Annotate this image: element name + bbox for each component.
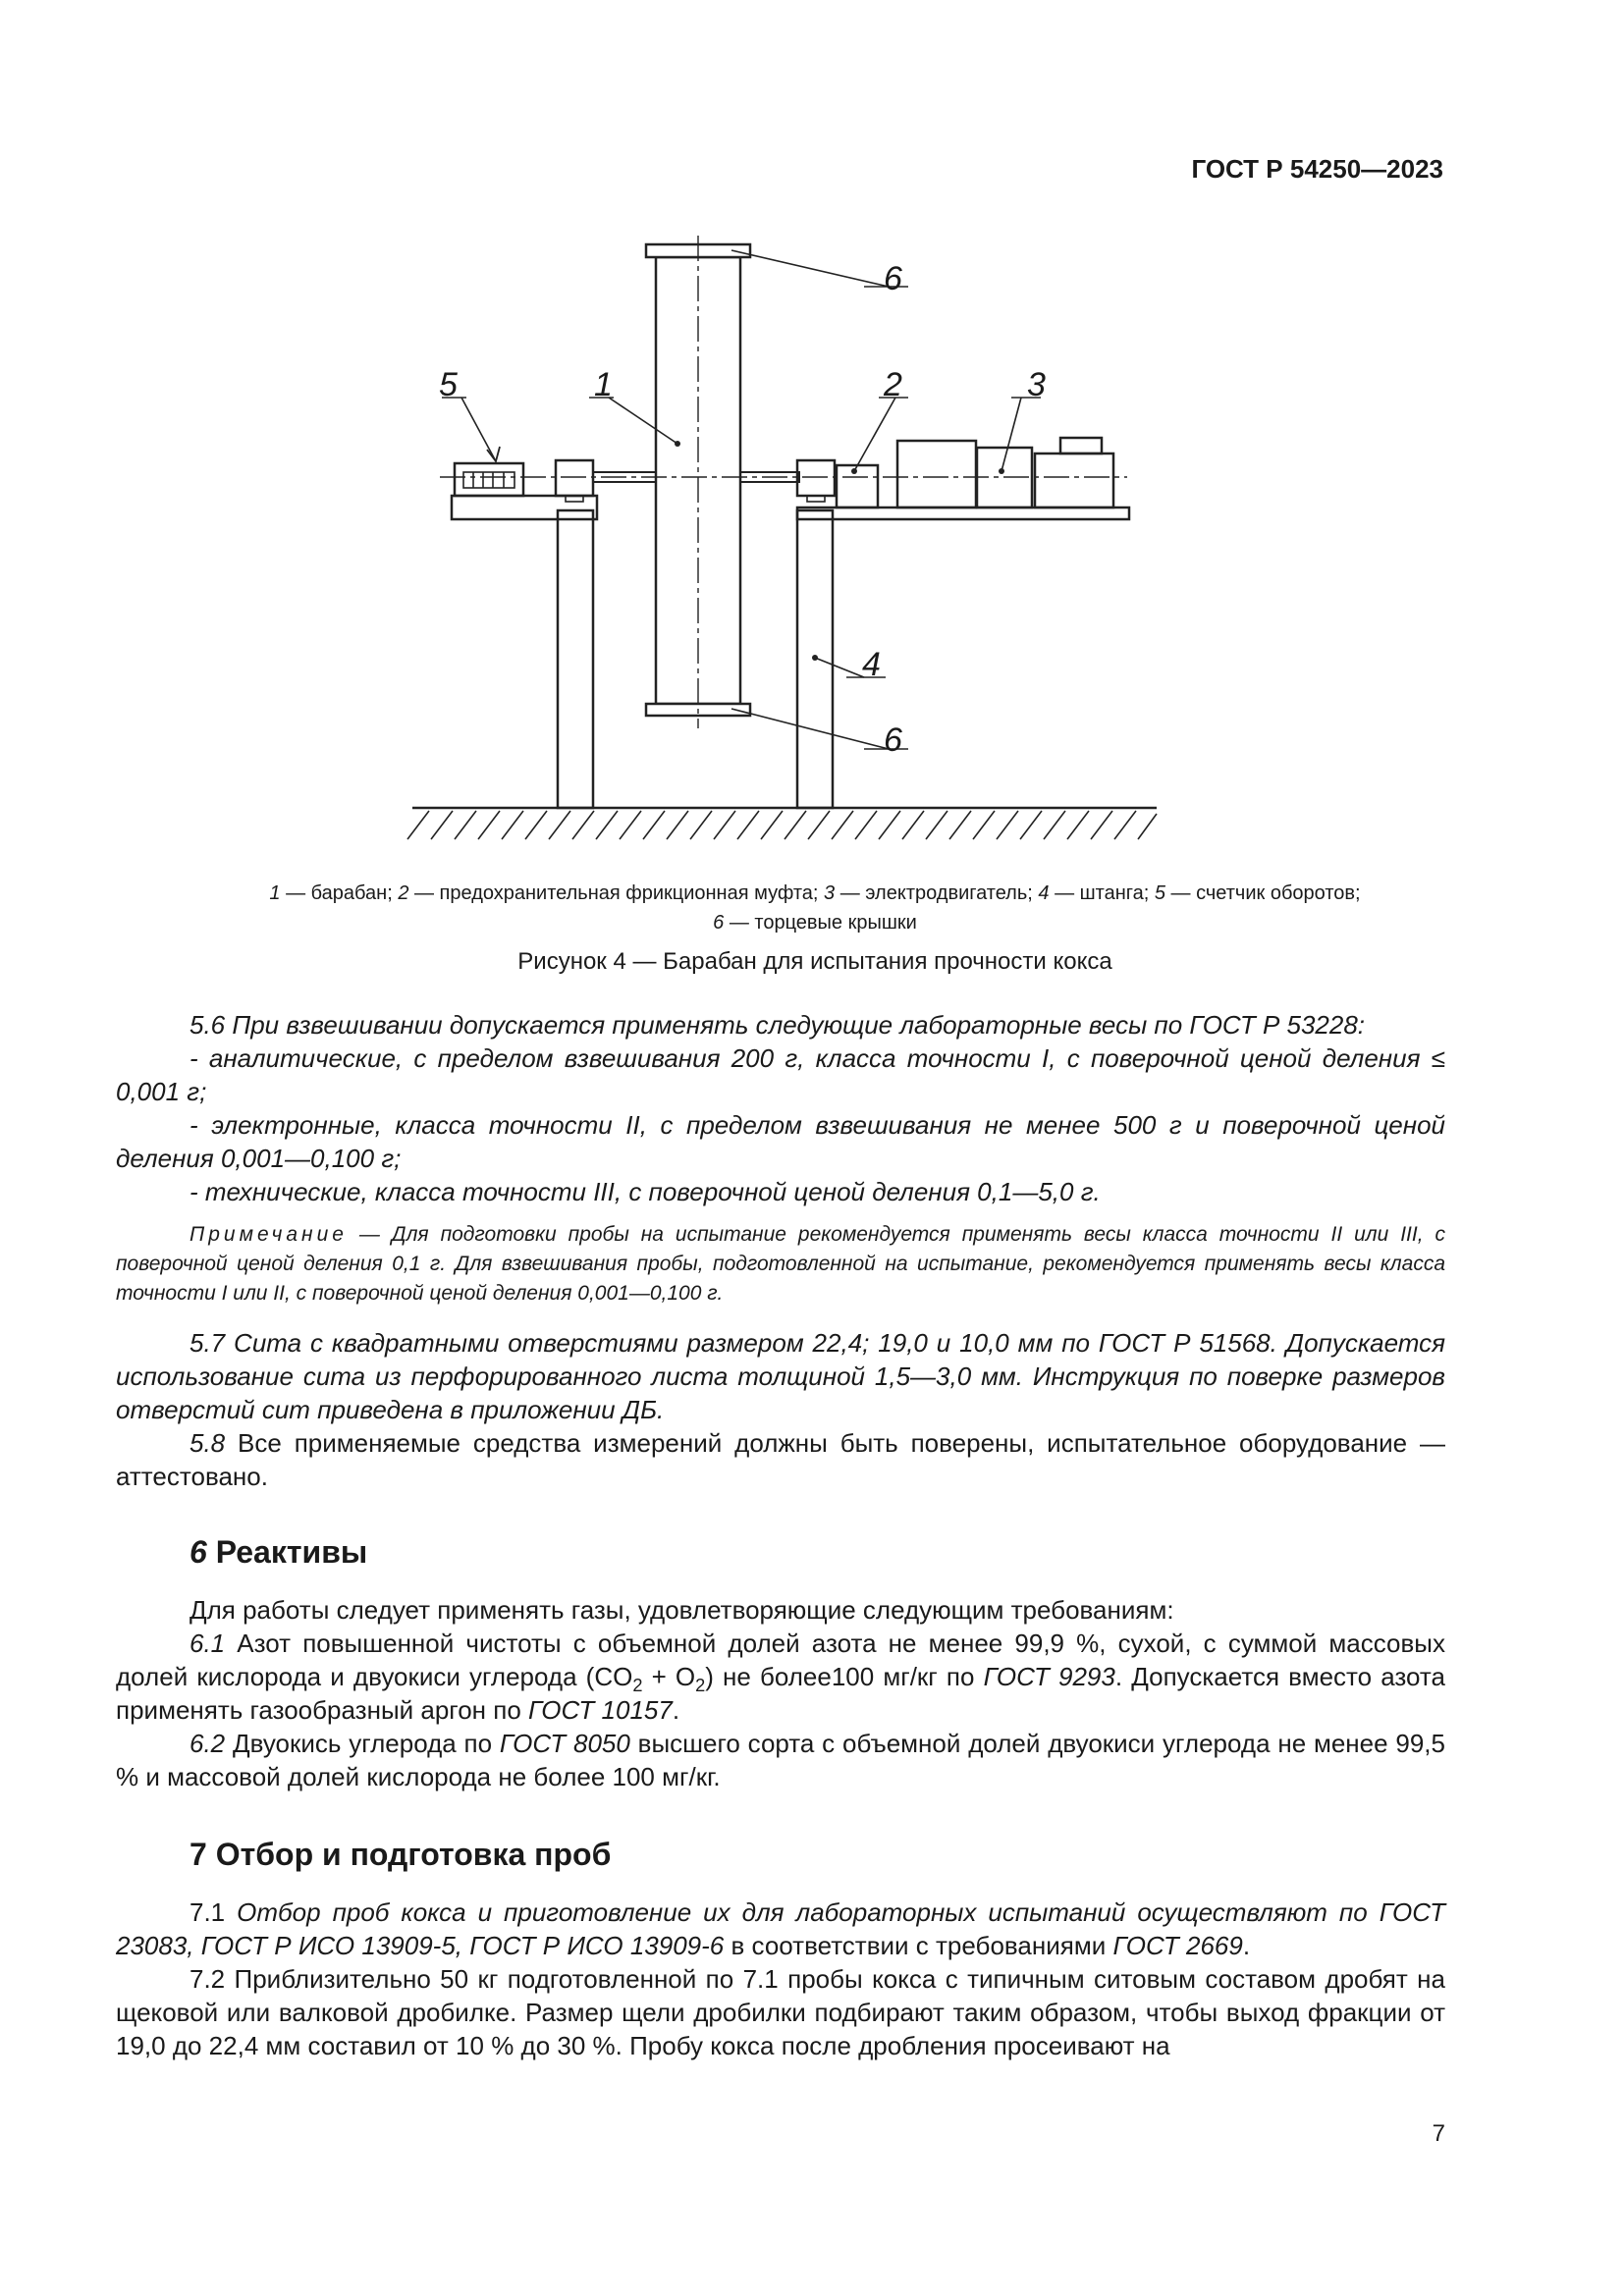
drum-figure [393,221,1168,869]
label-6-bottom: 6 [884,721,902,759]
paragraph-5-7: 5.7 Сита с квадратными отверстиями размером 22,4; 19,0 и 10,0 мм по ГОСТ Р 51568. Допускается использование сита из перфорированного листа толщиной 1,5—3,0 мм. Инструкция по поверке размеров отверстий сит приведена в приложении ДБ. [116,1328,1445,1424]
section-6-heading: 6 Реактивы [189,1534,368,1570]
left-bearing [556,460,593,496]
section-7-heading: 7 Отбор и подготовка проб [189,1837,612,1872]
label-1: 1 [594,366,613,403]
list-item-electronic: - электронные, класса точности II, с пределом взвешивания не менее 500 г и поверочной ценой деления 0,001—0,100 г; [116,1110,1445,1173]
paragraph-7-1: 7.1 Отбор проб кокса и приготовление их для лабораторных испытаний осуществляют по ГОСТ 23083, ГОСТ Р ИСО 13909-5, ГОСТ Р ИСО 13909-6 в соответствии с требованиями ГОСТ 2669. [116,1897,1445,1960]
right-platform [797,507,1129,519]
label-4: 4 [862,646,881,683]
label-6-top: 6 [884,260,902,297]
paragraph-5-8: 5.8 Все применяемые средства измерений должны быть поверены, испытательное оборудование — аттестовано. [116,1428,1445,1491]
motor-housing [1035,454,1113,507]
list-item-analytical: - аналитические, с пределом взвешивания 200 г, класса точности I, с поверочной ценой деления ≤ 0,001 г; [116,1043,1445,1106]
paragraph-5-6: 5.6 При взвешивании допускается применять следующие лабораторные весы по ГОСТ Р 53228: [189,1010,1366,1040]
motor-terminal-box [1060,438,1102,454]
list-item-technical: - технические, класса точности III, с поверочной ценой деления 0,1—5,0 г. [189,1177,1101,1206]
note-label: Примечание [189,1223,348,1246]
section-6-intro: Для работы следует применять газы, удовлетворяющие следующим требованиям: [189,1595,1174,1625]
gearbox [897,441,976,507]
paragraph-6-1: 6.1 Азот повышенной чистоты с объемной долей азота не менее 99,9 %, сухой, с суммой массовых долей кислорода и двуокиси углерода $(CO_2 + O_2)$ не более100 мг/кг по ГОСТ 9293. Допускается вместо азота применять газообразный аргон по ГОСТ 10157. [116,1629,1445,1725]
ground-hatching [407,811,1157,839]
counter-digits [463,472,514,488]
label-3: 3 [1027,366,1046,403]
document-number: ГОСТ Р 54250—2023 [1191,154,1443,184]
page-number: 7 [1432,2120,1445,2147]
label-5: 5 [439,366,458,403]
left-post [558,510,593,808]
revolution-counter [455,463,523,496]
note-paragraph: Примечание — Для подготовки пробы на испытание рекомендуется применять весы класса точности II или III, с поверочной ценой деления 0,1 г. Для взвешивания пробы, подготовленной на испытание, рекомендуется применять весы класса точности I или II, с поверочной ценой деления 0,001—0,100 г. [116,1223,1445,1305]
paragraph-6-2: 6.2 Двуокись углерода по ГОСТ 8050 высшего сорта с объемной долей двуокиси углерода не менее 99,5 % и массовой долей кислорода не более 100 мг/кг. [116,1729,1445,1791]
paragraph-7-2: 7.2 Приблизительно 50 кг подготовленной по 7.1 пробы кокса с типичным ситовым составом дробят на щековой или валковой дробилке. Размер щели дробилки подбирают таким образом, чтобы выход фракции от 19,0 до 22,4 мм составил от 10 % до 30 %. Пробу кокса после дробления просеивают на [116,1964,1445,2060]
label-2: 2 [884,366,902,403]
friction-coupling [837,465,878,507]
figure-legend: 1 — барабан; 2 — предохранительная фрикционная муфта; 3 — электродвигатель; 4 — штанга; 5 — счетчик оборотов; 6 — торцевые крышки [269,882,1361,934]
right-bearing [797,460,835,496]
left-platform [452,496,597,519]
figure-caption: Рисунок 4 — Барабан для испытания прочности кокса [517,948,1112,975]
